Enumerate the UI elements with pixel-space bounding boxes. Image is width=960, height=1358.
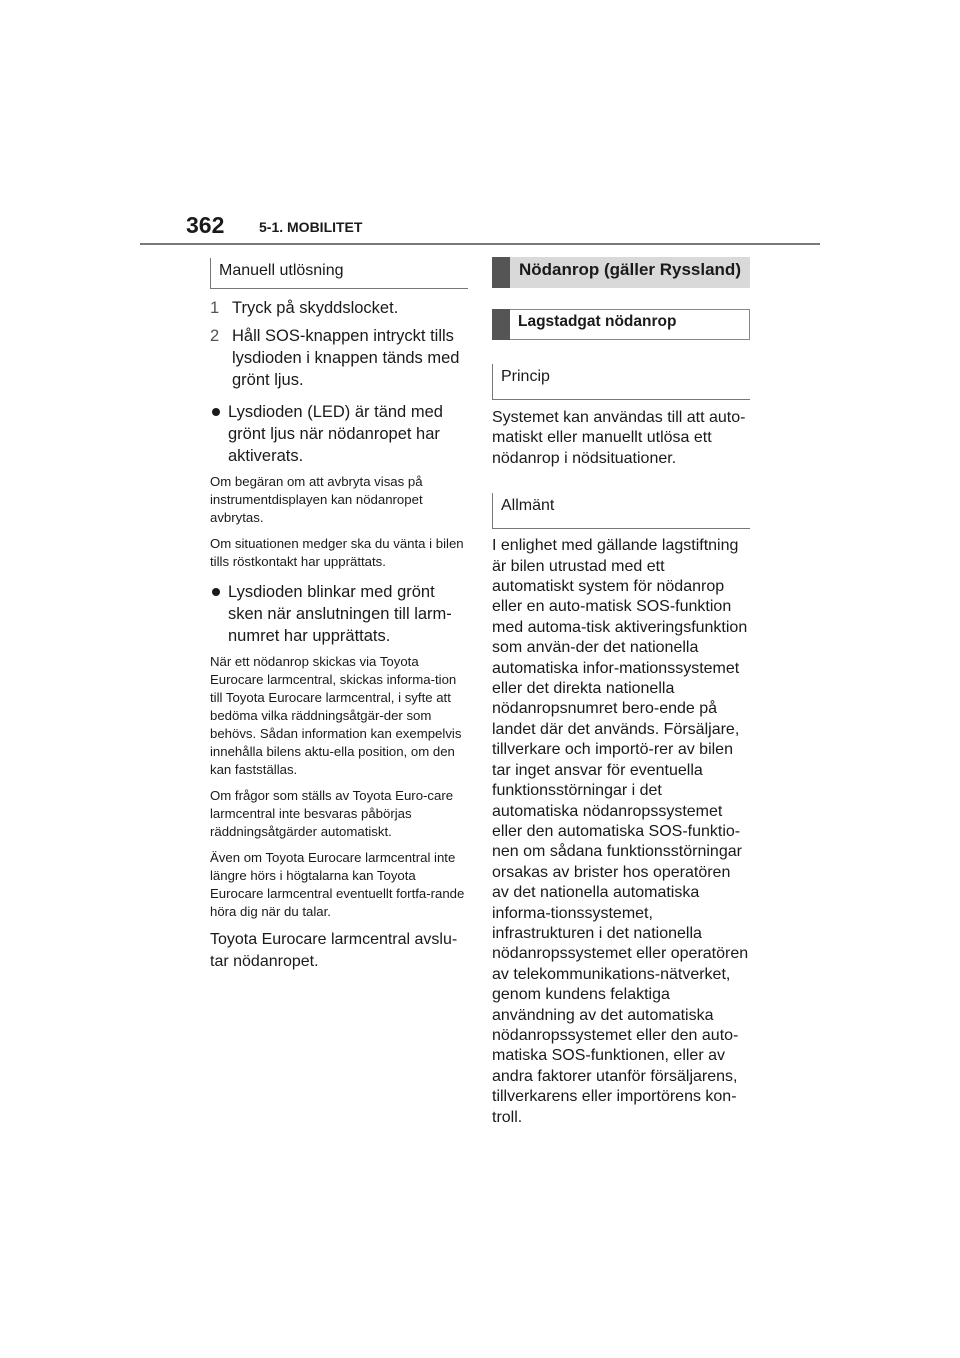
- note-wait: Om situationen medger ska du vänta i bilen tills röstkontakt har upprättats.: [210, 536, 464, 569]
- principle-heading: Princip: [492, 364, 750, 400]
- bullet-led-on: [210, 401, 468, 467]
- general-text: I enlighet med gällande lagstiftning är bilen utrustad med ett automatiskt system för nödanrop eller en auto-matisk SOS-funktion med automa-tisk aktiveringsfunktion som använ-der det nationella automatiska infor-mationssystemet eller det direkta nationella nödanropsnumret bero-ende på landet där det används. Försäljare, tillverkare och importö-rer av bilen tar inget ansvar för eventuella funktionsstörningar i det automatiska nödanropssystemet eller den automatiska SOS-funktio-nen om sådana funktionsstörningar orsakas av brister hos operatören av det nationella automatiska informa-tionssystemet, infrastrukturen i det nationella nödanropssystemet eller operatören av telekommunikations-nätverket, genom kundens felaktiga användning av det automatiska nödanropssystemet eller den auto-matiska SOS-funktionen, eller av andra faktorer utanför försäljarens, tillverkarens eller importörens kon-troll.: [492, 537, 749, 1126]
- step-text: Håll SOS-knappen intryckt tills lysdioden i knappen tänds med grönt ljus.: [232, 327, 460, 389]
- bullet-text: Lysdioden (LED) är tänd med grönt ljus när nödanropet har aktiverats.: [228, 403, 443, 465]
- note-no-answer: Om frågor som ställs av Toyota Euro-care larmcentral inte besvaras påbörjas räddningsåtgärder automatiskt.: [210, 788, 454, 839]
- bullet-icon: [212, 588, 220, 596]
- note-cancel: Om begäran om att avbryta visas på instrumentdisplayen kan nödanropet avbrytas.: [210, 474, 423, 525]
- section-heading: Nödanrop (gäller Ryssland): [492, 257, 750, 288]
- subsection-heading: Lagstadgat nödanrop: [492, 309, 750, 340]
- step-2: [210, 325, 468, 391]
- general-heading: Allmänt: [492, 493, 750, 529]
- note-information: När ett nödanrop skickas via Toyota Eurocare larmcentral, skickas informa-tion till Toyota Eurocare larmcentral, i syfte att bedöma vilka räddningsåtgär-der som behövs. Sådan information kan exempelvis innehålla bilens aktu-ella position, om den kan fastställas.: [210, 654, 462, 777]
- bullet-icon: [212, 408, 220, 416]
- bullet-led-blink: [210, 581, 468, 647]
- step-number: 2: [210, 327, 220, 345]
- header-divider: [140, 243, 820, 245]
- step-1: [210, 297, 468, 319]
- step-list: [210, 297, 468, 391]
- note-still-hear: Även om Toyota Eurocare larmcentral inte längre hörs i högtalarna kan Toyota Eurocare larmcentral eventuellt fortfa-rande höra dig när du talar.: [210, 850, 465, 919]
- manual-trigger-heading: Manuell utlösning: [210, 258, 468, 289]
- left-column: [210, 258, 468, 973]
- end-call-text: Toyota Eurocare larmcentral avslu-tar nödanropet.: [210, 931, 458, 970]
- chapter-title: 5-1. MOBILITET: [259, 219, 363, 235]
- principle-text: Systemet kan användas till att auto-matiskt eller manuellt utlösa ett nödanrop i nödsituationer.: [492, 409, 746, 467]
- right-column: [492, 257, 750, 1128]
- bullet-text: Lysdioden blinkar med grönt sken när anslutningen till larm-numret har upprättats.: [228, 583, 452, 645]
- step-text: Tryck på skyddslocket.: [232, 299, 399, 317]
- step-number: 1: [210, 299, 220, 317]
- page-number: 362: [186, 212, 225, 238]
